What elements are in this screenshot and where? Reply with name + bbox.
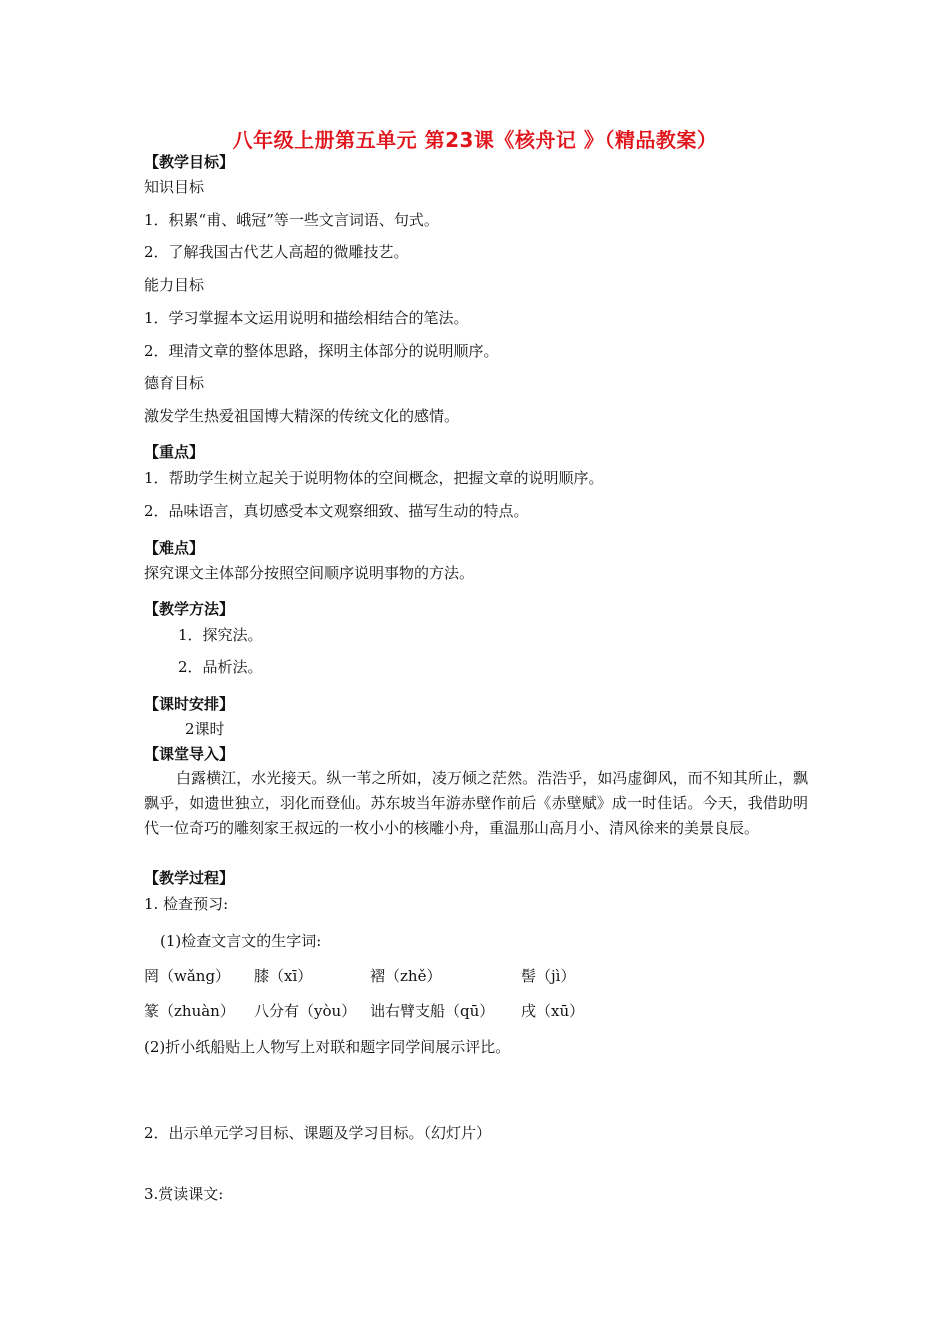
process-step: 2．出示单元学习目标、课题及学习目标。（幻灯片） [144,1124,492,1142]
objectives-heading: 【教学目标】 [144,153,235,171]
vocab-word: 褶（zhě） [370,967,442,985]
process-step: 1. 检查预习: [144,895,229,913]
method-item: 1．探究法。 [178,626,263,644]
process-heading: 【教学过程】 [144,869,235,887]
ability-objective-item: 2．理清文章的整体思路，探明主体部分的说明顺序。 [144,342,499,360]
difficulty-text: 探究课文主体部分按照空间顺序说明事物的方法。 [144,564,475,582]
vocab-word: 膝（xī） [254,967,313,985]
schedule-heading: 【课时安排】 [144,695,235,713]
vocab-word: 戌（xū） [521,1002,585,1020]
knowledge-objectives-label: 知识目标 [144,178,205,196]
intro-paragraph: 白露横江，水光接天。纵一苇之所如，凌万倾之茫然。浩浩乎，如冯虚御风，而不知其所止，飘飘乎，如遗世独立，羽化而登仙。苏东坡当年游赤壁作前后《赤壁赋》成一时佳话。今天，我借助明代一位奇巧的雕刻家王叔远的一枚小小的核雕小舟，重温那山高月小、清风徐来的美景良辰。 [144,769,808,837]
knowledge-objective-item: 2．了解我国古代艺人高超的微雕技艺。 [144,243,409,261]
ability-objective-item: 1．学习掌握本文运用说明和描绘相结合的笔法。 [144,309,469,327]
moral-objectives-label: 德育目标 [144,374,205,392]
vocab-word: 诎右臂支船（qū） [370,1002,495,1020]
intro-heading: 【课堂导入】 [144,745,235,763]
vocab-word: 八分有（yòu） [254,1002,357,1020]
method-item: 2．品析法。 [178,658,263,676]
key-points-heading: 【重点】 [144,443,205,461]
process-step: 3.赏读课文: [144,1185,224,1203]
vocab-word: 髻（jì） [521,967,576,985]
methods-heading: 【教学方法】 [144,600,235,618]
moral-objective-text: 激发学生热爱祖国博大精深的传统文化的感情。 [144,407,460,425]
key-point-item: 1．帮助学生树立起关于说明物体的空间概念，把握文章的说明顺序。 [144,469,604,487]
key-point-item: 2．品味语言，真切感受本文观察细致、描写生动的特点。 [144,502,529,520]
document-title: 八年级上册第五单元 第23课《核舟记 》（精品教案） [232,128,718,152]
difficulty-heading: 【难点】 [144,539,205,557]
knowledge-objective-item: 1．积累“甫、峨冠”等一些文言词语、句式。 [144,211,439,229]
schedule-text: 2课时 [185,720,225,738]
process-substep: (1)检查文言文的生字词: [160,932,322,950]
ability-objectives-label: 能力目标 [144,276,205,294]
vocab-word: 篆（zhuàn） [144,1002,235,1020]
vocab-word: 罔（wǎng） [144,967,231,985]
process-substep: (2)折小纸船贴上人物写上对联和题字同学间展示评比。 [144,1038,511,1056]
